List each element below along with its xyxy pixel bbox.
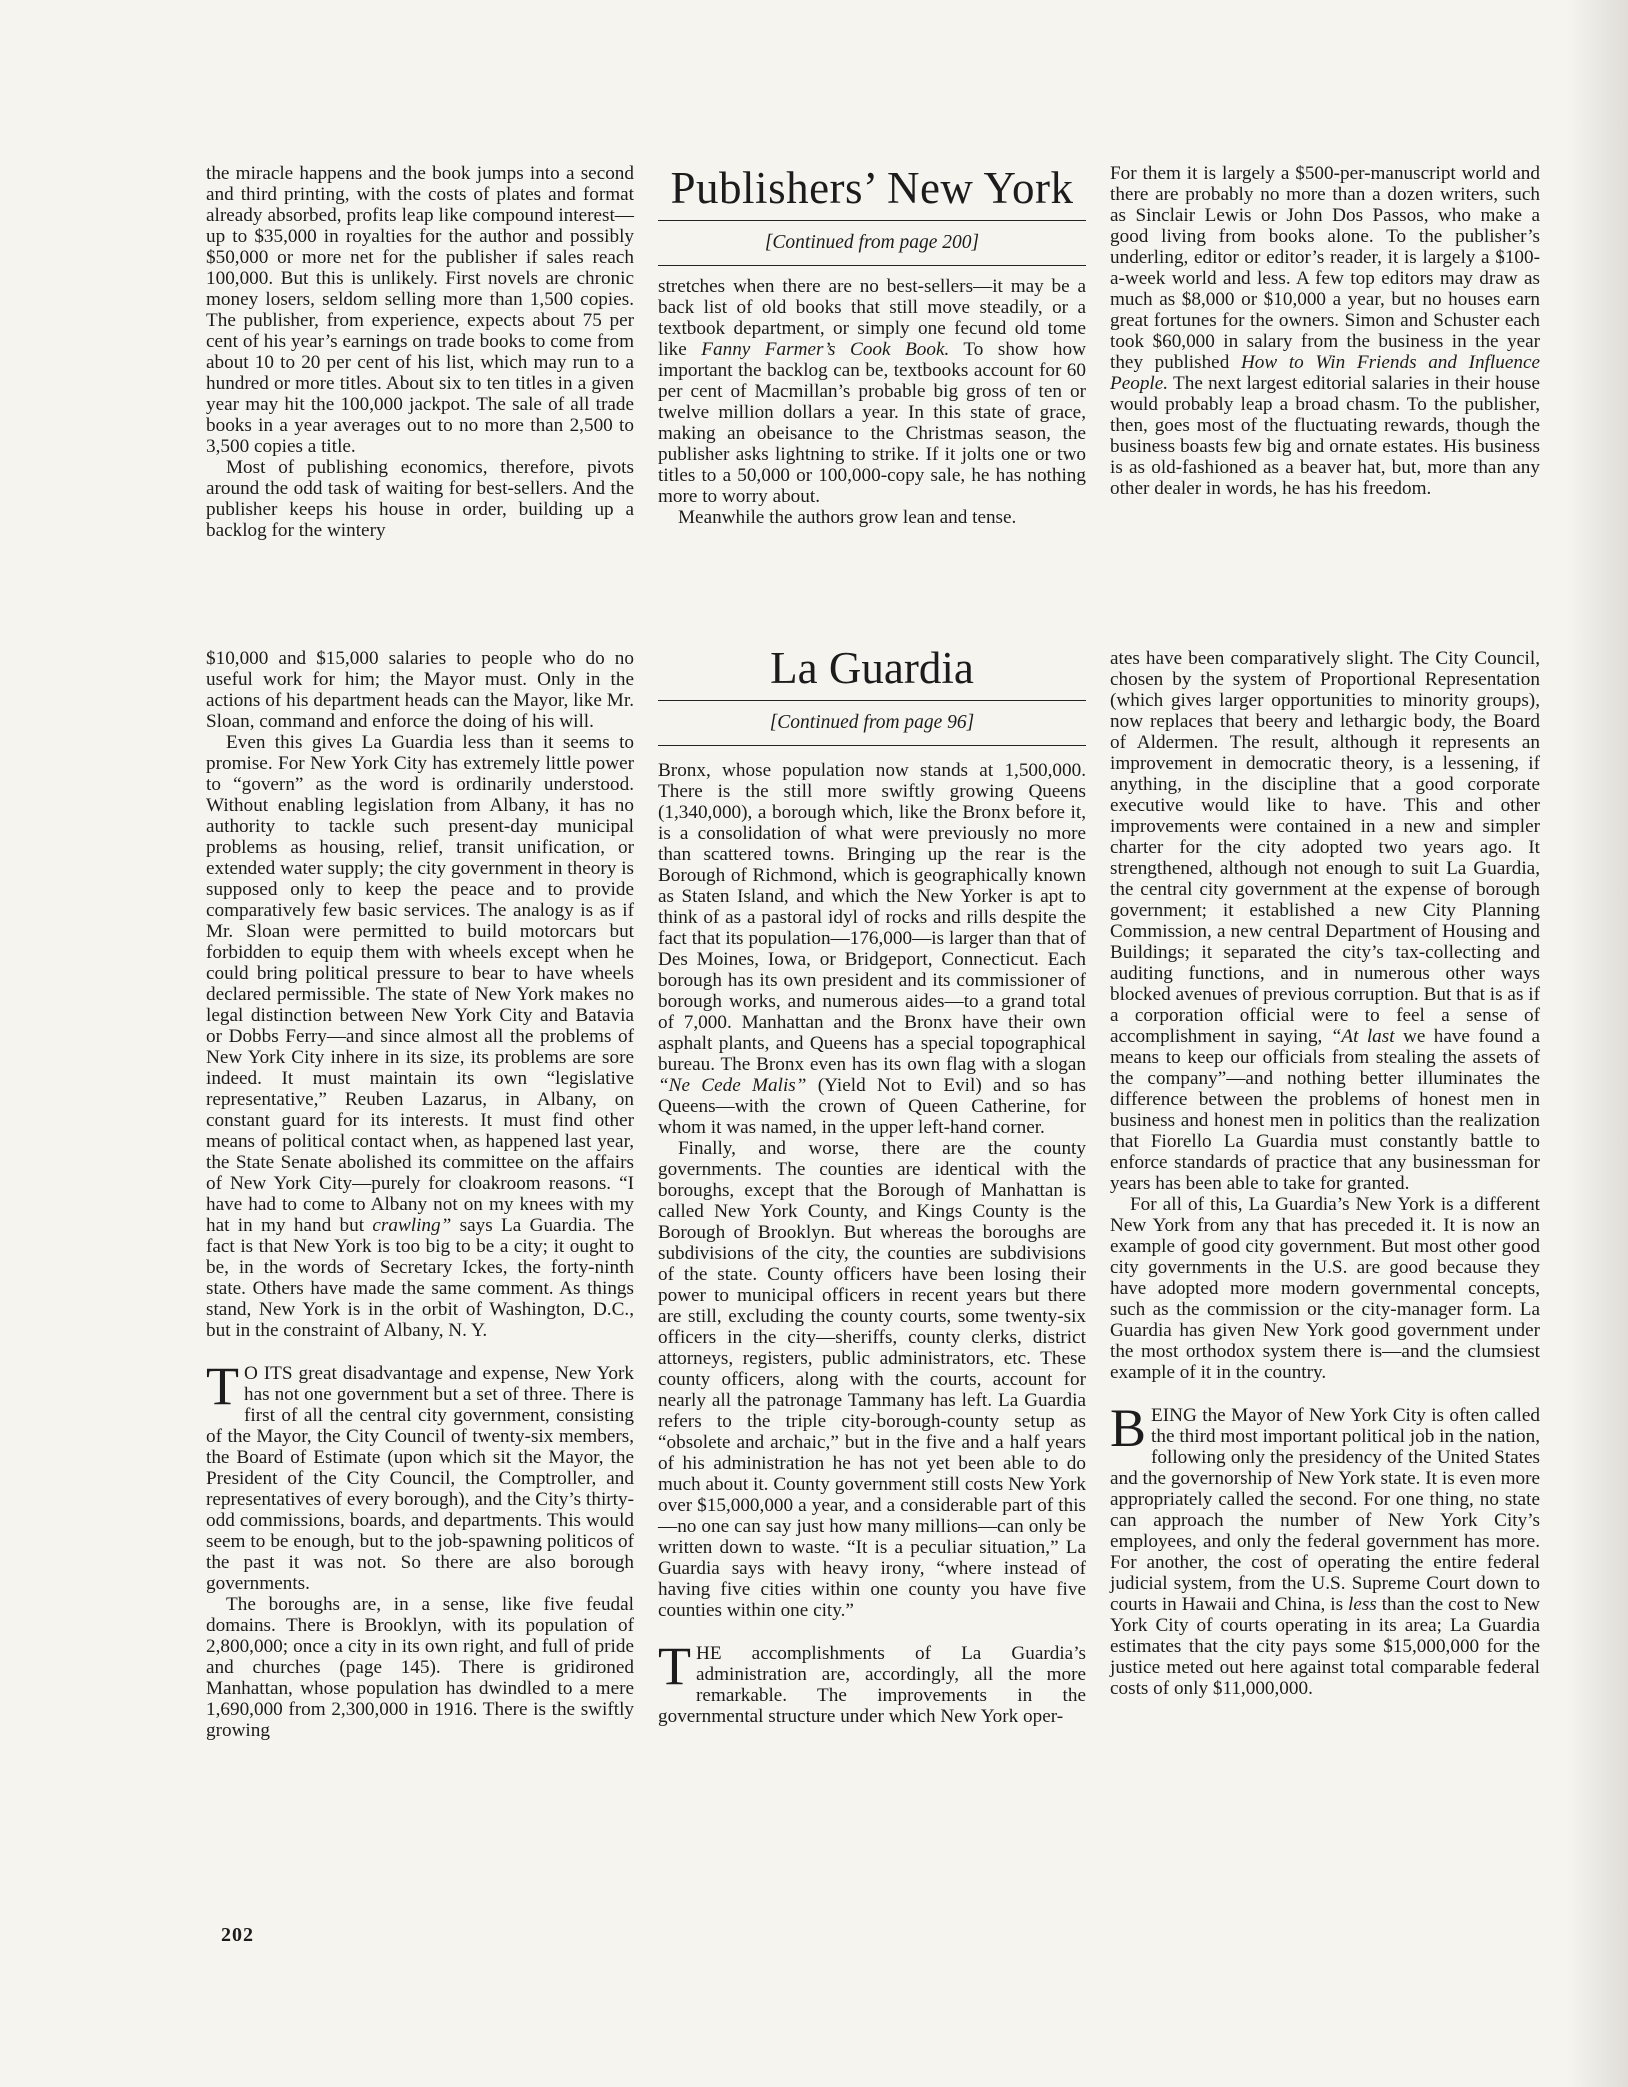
- paragraph: [658, 276, 1086, 507]
- paragraph: $10,000 and $15,000 salaries to people who do no useful work for him; the Mayor must. Only in the actions of his department heads can the Mayor, like Mr. Sloan, command and enforce the doing of his will.: [206, 648, 634, 732]
- text-span: (Yield Not to Evil) and so has Queens—with the crown of Queen Catherine, for whom it was named, in the upper left-hand corner.: [658, 1075, 1086, 1138]
- article-title: Publishers’ New York: [670, 163, 1074, 213]
- laguardia-left-column: [206, 648, 634, 1741]
- text-span: Bronx, whose population now stands at 1,500,000. There is the still more swiftly growing Queens (1,340,000), a borough which, like the Bronx before it, is a consolidation of what were previously no more than scattered towns. Bringing up the rear is the Borough of Richmond, which is geographically known as Staten Island, and which the New Yorker is apt to think of as a pastoral idyl of rocks and rills despite the fact that its population—176,000—is larger than that of Des Moines, Iowa, or Bridgeport, Connecticut. Each borough has its own president and its commissioner of borough works, and numerous aides—to a grand total of 7,000. Manhattan and the Bronx have their own asphalt plants, and Queens has a special topographical bureau. The Bronx even has its own flag with a slogan: [658, 760, 1086, 1075]
- text-span: ates have been comparatively slight. The City Council, chosen by the system of Proportional Representation (which gives larger opportunities to minority groups), now replaces that beery and lethargic body, the Board of Aldermen. The result, although it represents an improvement in democratic theory, is a lessening, if anything, in the discipline that a good corporate executive would like to have. This and other improvements were contained in a new and simpler charter for the city adopted two years ago. It strengthened, although not enough to suit La Guardia, the central city government at the expense of borough government; it established a new City Planning Commission, a new central Department of Housing and Buildings; it separated the city’s tax-collecting and auditing functions, and in numerous other ways blocked avenues of previous corruption. But that is as if a corporation official were to feel a sense of accomplishment in saying,: [1110, 648, 1540, 1047]
- continued-note: [Continued from page 200]: [764, 232, 980, 253]
- title-rule: [658, 265, 1086, 266]
- paragraph: For all of this, La Guardia’s New York is a different New York from any that has preceded it. It is now an example of good city government. But most other good city governments in the U.S. are good because they have adopted more modern governmental concepts, such as the commission or the city-manager form. La Guardia has given New York good government under the most orthodox system there is—and the clumsiest example of it in the country.: [1110, 1194, 1540, 1383]
- quoted-word: crawling”: [372, 1215, 452, 1236]
- text-span: O ITS great disadvantage and expense, New York has not one government but a set of three. There is first of all the central city government, consisting of the Mayor, the City Council of twenty-six members, the Board of Estimate (upon which sit the Mayor, the President of the City Council, the Comptroller, and representatives of every borough), and the City’s thirty-odd commissions, boards, and departments. This would seem to be enough, but to the job-spawning politicos of the past it was not. So there are also borough governments.: [206, 1363, 634, 1594]
- publishers-left-column: [206, 163, 634, 541]
- paragraph: [658, 760, 1086, 1138]
- paragraph: Most of publishing economics, therefore, pivots around the odd task of waiting for best-sellers. And the publisher keeps his house in order, building up a backlog for the wintery: [206, 457, 634, 541]
- paragraph: The boroughs are, in a sense, like five feudal domains. There is Brooklyn, with its population of 2,800,000; once a city in its own right, and full of pride and churches (page 145). There is gridironed Manhattan, whose population has dwindled to a mere 1,690,000 from 2,300,000 in 1916. There is the swiftly growing: [206, 1594, 634, 1741]
- text-span: EING the Mayor of New York City is often called the third most important political job in the nation, following only the presidency of the United States and the governorship of New York state. It is even more appropriately called the second. For one thing, no state can approach the number of New York City’s employees, and only the federal government has more. For another, the cost of operating the entire federal judicial system, from the U.S. Supreme Court down to courts in Hawaii and China, is: [1110, 1405, 1540, 1615]
- text-span: than the cost to New York City of courts operating in its area; La Guardia estimates that the city pays some $15,000,000 for the justice meted out here against total comparable federal costs of only $11,000,000.: [1110, 1594, 1540, 1699]
- paragraph: [206, 1356, 634, 1594]
- text-span: Even this gives La Guardia less than it seems to promise. For New York City has extremely little power to “govern” as the word is ordinarily understood. Without enabling legislation from Albany, it has no authority to tackle such present-day municipal problems as housing, relief, transit unification, or extended water supply; the city government in theory is supposed only to keep the peace and to provide comparatively few basic services. The analogy is as if Mr. Sloan were permitted to build motorcars but forbidden to equip them with wheels except when he could bring political pressure to bear to have wheels declared permissible. The state of New York makes no legal distinction between New York City and Batavia or Dobbs Ferry—and since almost all the problems of New York City inhere in its size, its problems are sore indeed. It must maintain its own “legislative representative,” Reuben Lazarus, in Albany, on constant guard for its interests. It must find other means of political contact when, as happened last year, the State Senate abolished its committee on the affairs of New York City—purely for cloakroom reasons. “I have had to come to Albany not on my knees with my hat in my hand but: [206, 732, 634, 1236]
- book-title: How to Win Friends and Influence People.: [1110, 352, 1541, 394]
- paragraph: [1110, 648, 1540, 1194]
- text-span: For them it is largely a $500-per-manuscript world and there are probably no more than a dozen writers, such as Sinclair Lewis or John Dos Passos, who make a good living from books alone. To the publisher’s underling, editor or editor’s reader, it is largely a $100-a-week world and less. A few top editors may draw as much as $8,000 or $10,000 a year, but no houses earn great fortunes for the owners. Simon and Schuster each took $60,000 in salary from the business in the year they published: [1110, 163, 1540, 373]
- page-number: 202: [221, 1924, 254, 1946]
- laguardia-middle-column: [658, 640, 1086, 1727]
- text-span: we have found a means to keep our officials from stealing the assets of the company”—and nothing better illuminates the difference between the problems of honest men in business and honest men in politics than the realization that Fiorello La Guardia must constantly battle to enforce standards of practice that any businessman for years has been able to take for granted.: [1110, 1026, 1540, 1194]
- slogan: “Ne Cede Malis”: [658, 1075, 807, 1096]
- paragraph: [1110, 163, 1540, 499]
- paragraph: Finally, and worse, there are the county governments. The counties are identical with the boroughs, except that the Borough of Manhattan is called New York County, and Kings County is the Borough of Brooklyn. But whereas the boroughs are subdivisions of the city, the counties are subdivisions of the state. County officers have been losing their power to municipal officers in recent years but there are still, excluding the county courts, some twenty-six officers in the city—sheriffs, county clerks, district attorneys, registers, public administrators, etc. These county officers, along with the courts, account for nearly all the patronage Tammany has left. La Guardia refers to the triple city-borough-county setup as “obsolete and archaic,” but in the five and a half years of his administration he has not yet been able to do much about it. County government still costs New York over $15,000,000 a year, and a considerable part of this—no one can say just how many millions—can only be written down to waste. “It is a peculiar situation,” La Guardia says with heavy irony, “where instead of having five cities within one county you have five counties within one city.”: [658, 1138, 1086, 1621]
- text-span: HE accomplishments of La Guardia’s administration are, accordingly, all the more remarkable. The improvements in the governmental structure under which New York oper-: [658, 1643, 1086, 1727]
- paragraph: [1110, 1398, 1540, 1699]
- drop-cap: T: [658, 1636, 691, 1696]
- article-title: La Guardia: [770, 643, 974, 693]
- drop-cap: T: [206, 1356, 239, 1416]
- text-span: The next largest editorial salaries in their house would probably leap a broad chasm. To the publisher, then, goes most of the fluctuating rewards, though the business boasts few big and ornate estates. His business is as old-fashioned as a beaver hat, but, more than any other dealer in words, he has his freedom.: [1110, 373, 1540, 499]
- publishers-middle-column: [658, 160, 1086, 528]
- publishers-right-column: [1110, 163, 1540, 499]
- drop-cap: B: [1110, 1398, 1147, 1458]
- text-span: stretches when there are no best-sellers—it may be a back list of old books that still move steadily, or a textbook department, or simply one fecund old tome like: [658, 276, 1086, 360]
- laguardia-right-column: [1110, 648, 1540, 1699]
- title-rule: [658, 745, 1086, 746]
- text-span: To show how important the backlog can be, textbooks account for 60 per cent of Macmillan’s probable big gross of ten or twelve million dollars a year. In this state of grace, making an obeisance to the Christmas season, the publisher asks lightning to strike. If it jolts one or two titles to a 50,000 or 100,000-copy sale, he has nothing more to worry about.: [658, 339, 1086, 507]
- page-gutter-shadow: [1568, 0, 1628, 2087]
- continued-note: [Continued from page 96]: [769, 712, 975, 733]
- quoted-phrase: “At last: [1330, 1026, 1395, 1047]
- book-title: Fanny Farmer’s Cook Book.: [701, 339, 950, 360]
- paragraph: [658, 1636, 1086, 1727]
- emphasis: less: [1347, 1594, 1377, 1615]
- paragraph: [206, 732, 634, 1341]
- paragraph: the miracle happens and the book jumps into a second and third printing, with the costs of plates and format already absorbed, profits leap like compound interest—up to $35,000 in royalties for the author and possibly $50,000 or more net for the publisher if sales reach 100,000. But this is unlikely. First novels are chronic money losers, seldom selling more than 1,500 copies. The publisher, from experience, expects about 75 per cent of his year’s earnings on trade books to come from about 10 to 20 per cent of his list, which may run to a hundred or more titles. About six to ten titles in a given year may hit the 100,000 jackpot. The sale of all trade books in a year averages out to no more than 2,500 to 3,500 copies a title.: [206, 163, 634, 457]
- text-span: says La Guardia. The fact is that New York is too big to be a city; it ought to be, in the words of Secretary Ickes, the forty-ninth state. Others have made the same comment. As things stand, New York is in the orbit of Washington, D.C., but in the constraint of Albany, N. Y.: [206, 1215, 635, 1341]
- paragraph: Meanwhile the authors grow lean and tense.: [678, 507, 1017, 528]
